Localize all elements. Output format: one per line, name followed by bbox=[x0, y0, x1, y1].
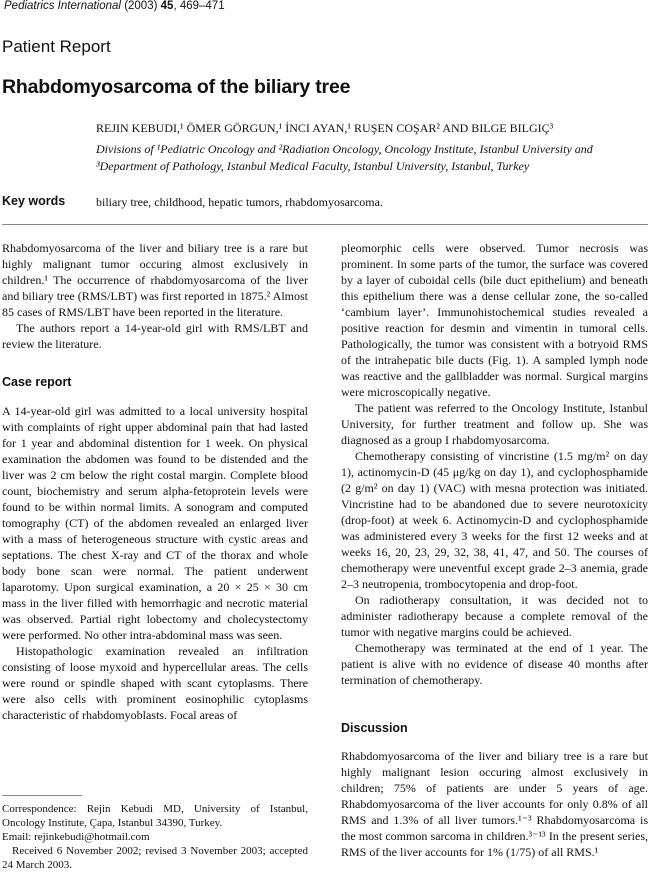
header-divider bbox=[2, 224, 648, 225]
footnote-divider bbox=[2, 795, 82, 796]
journal-volume: 45 bbox=[160, 0, 174, 12]
article-type: Patient Report bbox=[2, 37, 111, 56]
received-note: Received 6 November 2002; revised 3 November 2003; accepted 24 March 2003. bbox=[2, 845, 308, 871]
journal-citation bbox=[4, 0, 225, 12]
keywords: biliary tree, childhood, hepatic tumors, rhabdomyosarcoma. bbox=[96, 195, 383, 209]
journal-name: Pediatrics International bbox=[4, 0, 121, 12]
pathology-paragraph: pleomorphic cells were observed. Tumor necrosis was prominent. In some parts of the tumor, the surface was covered by a layer of cuboidal cells (bile duct epithelium) and beneath this epithelium there was a dense cellular zone, the so-called ‘cambium layer’. Immunohistochemical studies revealed a positive reaction for desmin and vimentin in tumoral cells. Pathologically, the tumor was consistent with a botryoid RMS of the intrahepatic bile ducts (Fig. 1). A sampled lymph node was reactive and the gallbladder was normal. Surgical margins were microscopically negative. bbox=[341, 241, 648, 399]
affiliations bbox=[96, 141, 648, 175]
email-note: Email: rejinkebudi@hotmail.com bbox=[2, 831, 150, 843]
left-column bbox=[2, 240, 308, 723]
intro-paragraph-2: The authors report a 14-year-old girl with RMS/LBT and review the literature. bbox=[2, 321, 308, 351]
footnotes bbox=[2, 802, 308, 872]
author-list: REJIN KEBUDI,¹ ÖMER GÖRGUN,¹ İNCI AYAN,¹ RUŞEN COŞAR² AND BILGE BILGIÇ³ bbox=[96, 121, 554, 135]
affiliation-line-2: ³Department of Pathology, Istanbul Medical Faculty, Istanbul University, Istanbul, Turkey bbox=[96, 159, 530, 173]
affiliation-line-1: Divisions of ¹Pediatric Oncology and ²Radiation Oncology, Oncology Institute, Istanbul University and bbox=[96, 142, 593, 156]
article-title: Rhabdomyosarcoma of the biliary tree bbox=[2, 76, 351, 98]
referral-paragraph: The patient was referred to the Oncology Institute, Istanbul University, for further treatment and follow up. She was diagnosed as a group I rhabdomyosarcoma. bbox=[341, 401, 648, 447]
radiotherapy-paragraph: On radiotherapy consultation, it was decided not to administer radiotherapy because a complete removal of the tumor with negative margins could be achieved. bbox=[341, 593, 648, 639]
correspondence-note: Correspondence: Rejin Kebudi MD, University of Istanbul, Oncology Institute, Çapa, Istanbul 34390, Turkey. bbox=[2, 803, 308, 829]
case-report-heading: Case report bbox=[2, 375, 72, 389]
discussion-paragraph-1: Rhabdomyosarcoma of the liver and biliary tree is a rare but highly malignant lesion occuring almost exclusively in children; 75% of patients are under 5 years of age. Rhabdomyosarcoma of the liver accounts for only 0.8% of all RMS and 1.3% of all liver tumors.¹⁻³ Rhabdomyosarcoma is the most common sarcoma in children.³⁻¹³ In the present series, RMS of the liver accounts for 1% (1/75) of all RMS.¹ bbox=[341, 749, 648, 859]
right-column bbox=[341, 240, 648, 860]
case-paragraph-2: Histopathologic examination revealed an infiltration consisting of loose myxoid and hypercellular areas. The cells were round or spindle shaped with scant cytoplasms. There were also cells with prominent eosinophilic cytoplasms characteristic of rhabdomyoblasts. Focal areas of bbox=[2, 644, 308, 722]
outcome-paragraph: Chemotherapy was terminated at the end of 1 year. The patient is alive with no evidence of disease 40 months after termination of chemotherapy. bbox=[341, 641, 648, 687]
chemotherapy-paragraph: Chemotherapy consisting of vincristine (1.5 mg/m² on day 1), actinomycin-D (45 μg/kg on day 1), and cyclophosphamide (2 g/m² on day 1) (VAC) with mesna protection was initiated. Vincristine had to be abandoned due to severe neurotoxicity (drop-foot) at week 6. Actinomycin-D and cyclophosphamide was administered every 3 weeks for the first 12 weeks and at weeks 16, 20, 23, 29, 32, 38, 41, 47, and 50. The courses of chemotherapy were uneventful except grade 2–3 anemia, grade 2–3 neutropenia, trombocytopenia and drop-foot. bbox=[341, 449, 648, 591]
intro-paragraph-1: Rhabdomyosarcoma of the liver and biliary tree is a rare but highly malignant tumor occuring almost exclusively in children.¹ The occurrence of rhabdomyosarcoma of the liver and biliary tree (RMS/LBT) was first reported in 1875.² Almost 85 cases of RMS/LBT have been reported in the literature. bbox=[2, 241, 308, 319]
journal-pages: , 469–471 bbox=[173, 0, 225, 12]
journal-year: (2003) bbox=[124, 0, 158, 12]
discussion-heading: Discussion bbox=[341, 721, 408, 735]
keywords-label: Key words bbox=[2, 194, 66, 208]
case-paragraph-1: A 14-year-old girl was admitted to a local university hospital with complaints of right upper abdominal pain that had lasted for 1 year and abdominal distention for 1 week. On physical examination the abdomen was found to be distended and the liver was 2 cm below the right costal margin. Complete blood count, biochemistry and serum alpha-fetoprotein levels were found to be within normal limits. A sonogram and computed tomography (CT) of the abdomen revealed an enlarged liver with a mass of heterogeneous structure with cystic areas and septations. The chest X-ray and CT of the thorax and whole body bone scan were normal. The patient underwent laparotomy. Upon surgical examination, a 20 × 25 × 30 cm mass in the liver filled with hemorrhagic and necrotic material was observed. Partial right lobectomy and cholecystectomy were performed. No other intra-abdominal mass was seen. bbox=[2, 404, 308, 642]
